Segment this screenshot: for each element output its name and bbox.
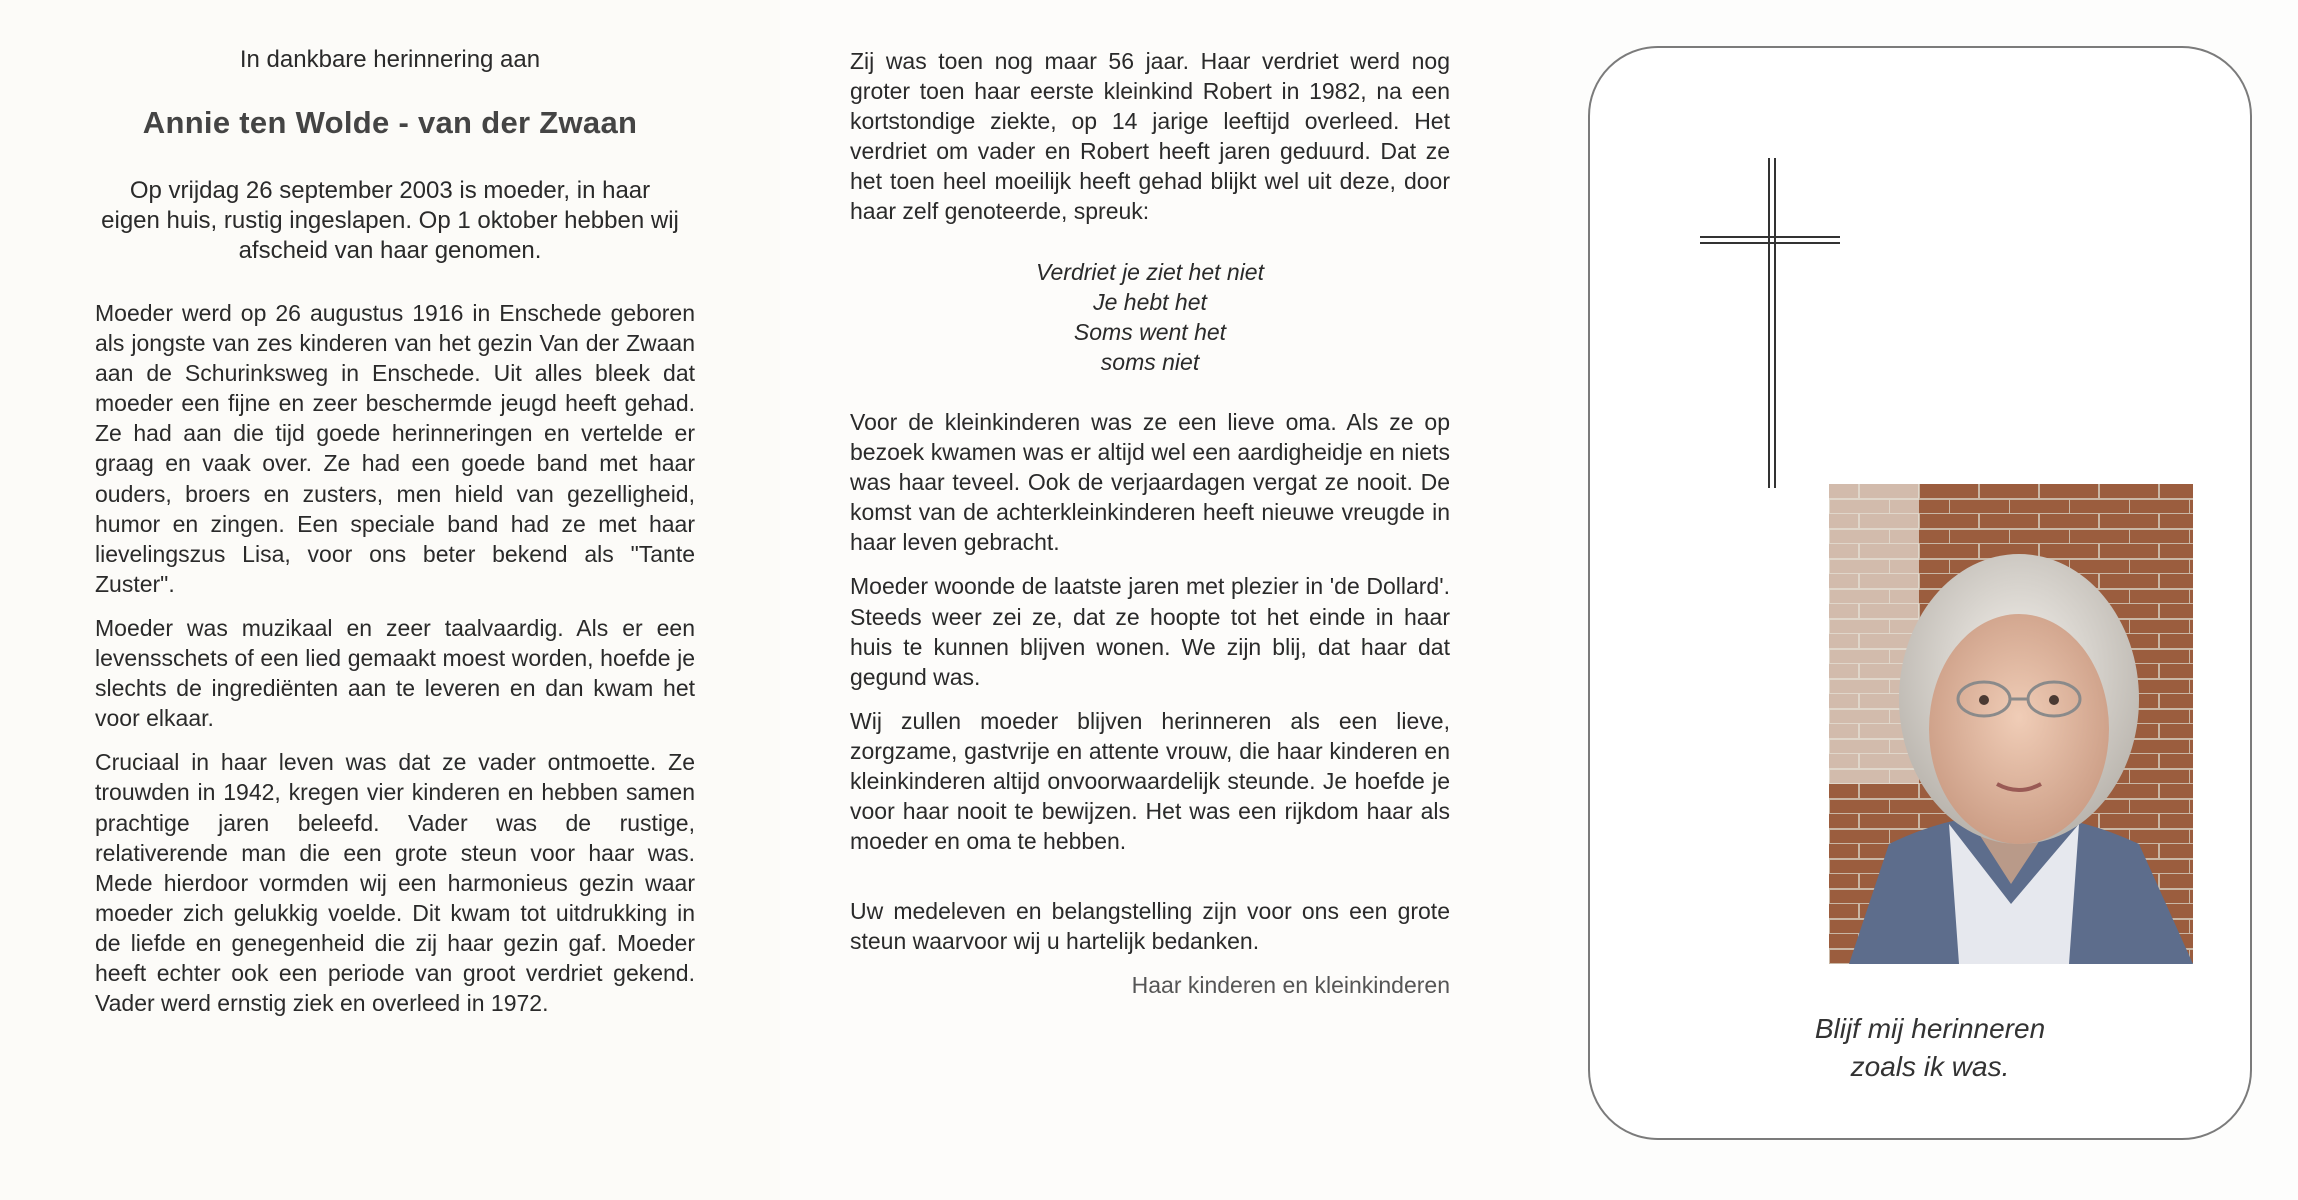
motto-line: zoals ik was.: [1850, 1051, 2010, 1082]
middle-paragraph: Wij zullen moeder blijven herinneren als een lieve, zorgzame, gastvrije en attente vrouw, die haar kinderen en kleinkinderen altijd onvoorwaardelijk steunde. Je hoefde je voor haar nooit te bewijzen. Het was een rijkdom haar als moeder en oma te hebben.: [850, 707, 1450, 855]
verse-line: Je hebt het: [1093, 288, 1207, 315]
biography-paragraph: Moeder was muzikaal en zeer taalvaardig. Als er een levensschets of een lied gemaakt moest worden, hoefde je slechts de ingrediënten aan te leveren en dan kwam het voor elkaar.: [95, 614, 695, 732]
middle-paragraph: Zij was toen nog maar 56 jaar. Haar verdriet werd nog groter toen haar eerste kleinkind Robert in 1982, na een kortstondige ziekte, op 14 jarige leeftijd overleed. Het verdriet om vader en Robert heeft jaren geduurd. Dat ze het toen heel moeilijk heeft gehad blijkt wel uit deze, door haar zelf genoteerde, spreuk:: [850, 48, 1450, 225]
verse-line: soms niet: [1100, 348, 1200, 375]
left-body: [95, 298, 695, 1032]
motto-line: Blijf mij herinneren: [1814, 1013, 2046, 1044]
verse-line: Soms went het: [1073, 318, 1227, 345]
biography-paragraph: Moeder werd op 26 augustus 1916 in Enschede geboren als jongste van zes kinderen van het gezin Van der Zwaan aan de Schurinksweg in Enschede. Uit alles bleek dat moeder een fijne en zeer beschermde jeugd heeft gehad. Ze had aan die tijd goede herinneringen en vertelde er graag en vaak over. Ze had een goede band met haar ouders, broers en zusters, men hield van gezelligheid, humor en zingen. Een speciale band had ze met haar lievelingszus Lisa, voor ons beter bekend als "Tante Zuster".: [95, 300, 695, 597]
cross-icon: [1700, 158, 1840, 488]
verse-line: Verdriet je ziet het niet: [1036, 258, 1264, 285]
biography-paragraph: Cruciaal in haar leven was dat ze vader ontmoette. Ze trouwden in 1942, kregen vier kinderen en hebben samen prachtige jaren beleefd. Vader was de rustige, relativerende man die een grote steun voor haar was. Mede hierdoor vormden wij een harmonieus gezin waar moeder zich gelukkig voelde. Dit kwam tot uitdrukking in de liefde en genegenheid die zij haar gezin gaf. Moeder heeft echter ook een periode van groot verdriet gekend. Vader werd ernstig ziek en overleed in 1972.: [95, 749, 695, 1017]
memorial-card: [1588, 46, 2252, 1140]
left-panel: [0, 0, 780, 1200]
verse: [850, 257, 1450, 377]
memorial-motto: [1750, 1010, 2110, 1086]
middle-body: [850, 46, 1450, 1001]
portrait-photo: [1829, 484, 2193, 964]
middle-paragraph: Moeder woonde de laatste jaren met plezier in 'de Dollard'. Steeds weer zei ze, dat ze hoopte tot het einde in haar huis te kunnen blijven wonen. We zijn blij, dat haar dat gegund was.: [850, 573, 1450, 690]
deceased-name: Annie ten Wolde - van der Zwaan: [142, 105, 638, 140]
middle-paragraph: Uw medeleven en belangstelling zijn voor ons een grote steun waarvoor wij u hartelijk bedanken.: [850, 898, 1450, 955]
intro-text: Op vrijdag 26 september 2003 is moeder, in haar eigen huis, rustig ingeslapen. Op 1 oktober hebben wij afscheid van haar genomen.: [101, 177, 679, 264]
signature: Haar kinderen en kleinkinderen: [1131, 972, 1450, 999]
dedication-heading: In dankbare herinnering aan: [239, 46, 541, 73]
middle-paragraph: Voor de kleinkinderen was ze een lieve oma. Als ze op bezoek kwamen was er altijd wel een aardigheidje en niets was haar teveel. Ook de verjaardagen vergat ze nooit. De komst van de achterkleinkinderen heeft nieuwe vreugde in haar leven gebracht.: [850, 408, 1450, 556]
